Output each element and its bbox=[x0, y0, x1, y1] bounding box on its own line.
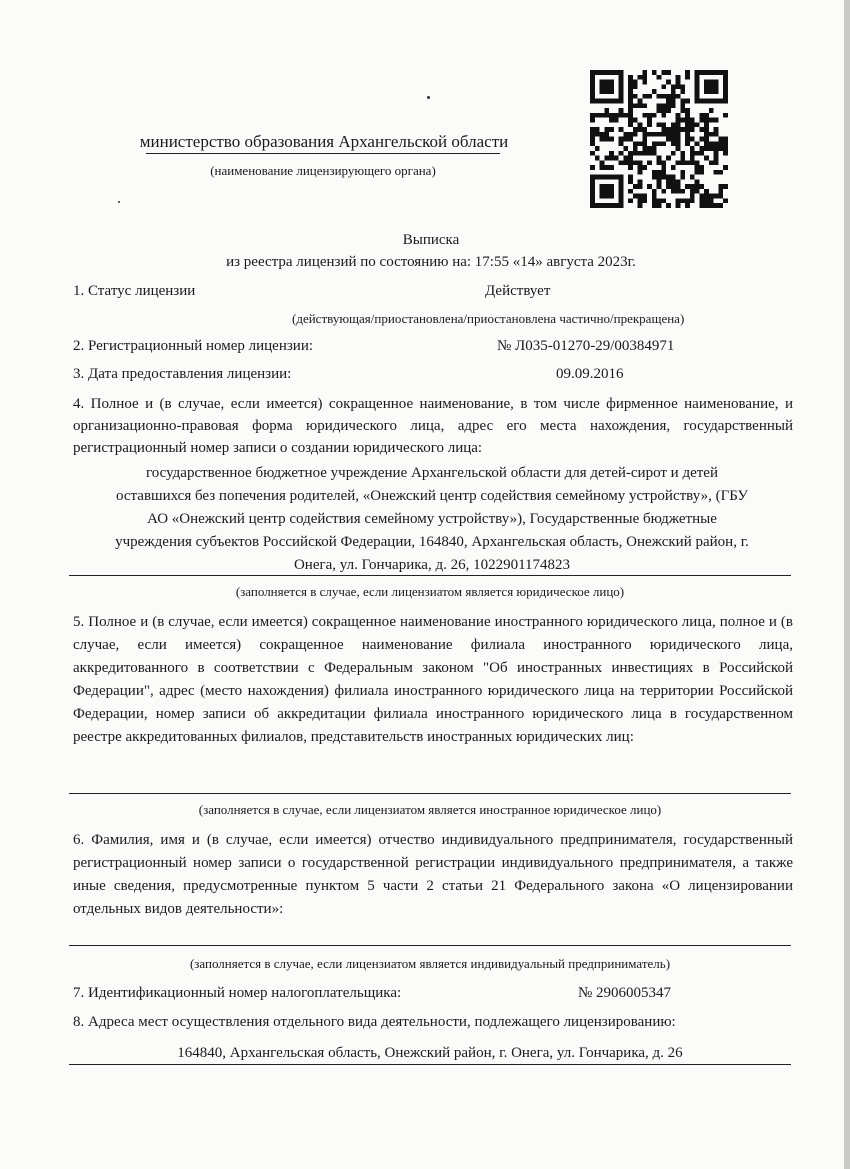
legal-entity-details bbox=[71, 462, 793, 577]
legal-entity-line: государственное бюджетное учреждение Архангельской области для детей-сирот и детей bbox=[146, 465, 718, 481]
legal-entity-caption: (заполняется в случае, если лицензиатом является юридическое лицо) bbox=[235, 584, 625, 599]
registration-number-label: 2. Регистрационный номер лицензии: bbox=[73, 338, 314, 354]
legal-entity-underline bbox=[69, 575, 791, 576]
license-status-caption: (действующая/приостановлена/приостановлена частично/прекращена) bbox=[292, 311, 685, 326]
legal-entity-section-text: 4. Полное и (в случае, если имеется) сокращенное наименование, в том числе фирменное наименование, и организационно-правовая форма юридического лица, адрес его места нахождения, государственный регистрационный номер записи о создании юридического лица: bbox=[73, 396, 793, 456]
document-subtitle: из реестра лицензий по состоянию на: 17:55 «14» августа 2023г. bbox=[226, 254, 636, 270]
inn-value: № 2906005347 bbox=[578, 985, 672, 1001]
entrepreneur-section-text: 6. Фамилия, имя и (в случае, если имеется) отчество индивидуального предпринимателя, государственный регистрационный номер записи о государственной регистрации индивидуального предпринимателя, а также иные сведения, предусмотренные пунктом 5 части 2 статьи 21 Федерального закона «О лицензировании отдельных видов деятельности»: bbox=[73, 832, 793, 917]
authority-caption: (наименование лицензирующего органа) bbox=[210, 163, 436, 178]
license-status-value: Действует bbox=[485, 283, 551, 299]
license-status-label: 1. Статус лицензии bbox=[73, 283, 196, 299]
legal-entity-line: оставшихся без попечения родителей, «Онежский центр содействия семейному устройству», (ГБУ bbox=[116, 488, 748, 504]
scan-edge bbox=[844, 0, 850, 1169]
activity-address-underline bbox=[69, 1064, 791, 1065]
authority-underline bbox=[146, 153, 500, 154]
authority-name: министерство образования Архангельской области bbox=[139, 132, 509, 151]
issue-date-value: 09.09.2016 bbox=[556, 366, 624, 382]
inn-label: 7. Идентификационный номер налогоплательщика: bbox=[73, 985, 402, 1001]
legal-entity-line: Онега, ул. Гончарика, д. 26, 1022901174823 bbox=[293, 557, 571, 573]
registration-number-value: № Л035-01270-29/00384971 bbox=[497, 338, 675, 354]
activity-address-label: 8. Адреса мест осуществления отдельного вида деятельности, подлежащего лицензированию: bbox=[73, 1014, 676, 1030]
entrepreneur-caption: (заполняется в случае, если лицензиатом является индивидуальный предприниматель) bbox=[189, 956, 671, 971]
scan-speck bbox=[427, 96, 430, 99]
issue-date-label: 3. Дата предоставления лицензии: bbox=[73, 366, 292, 382]
foreign-entity-caption: (заполняется в случае, если лицензиатом является иностранное юридическое лицо) bbox=[198, 802, 662, 817]
legal-entity-line: АО «Онежский центр содействия семейному устройству»), Государственные бюджетные bbox=[147, 511, 717, 527]
foreign-entity-underline bbox=[69, 793, 791, 794]
foreign-entity-section-text: 5. Полное и (в случае, если имеется) сокращенное наименование иностранного юридического лица, полное и (в случае, если имеется) сокращенное наименование филиала иностранного юридического лица, аккредитованного в соответствии с Федеральным законом "Об иностранных инвестициях в Российской Федерации", адрес (место нахождения) филиала иностранного юридического лица на территории Российской Федерации, номер записи об аккредитации филиала иностранного юридического лица в государственном реестре аккредитованных филиалов, представительств иностранных юридических лиц: bbox=[73, 614, 793, 745]
entrepreneur-underline bbox=[69, 945, 791, 946]
document-title: Выписка bbox=[402, 232, 460, 248]
activity-address-value: 164840, Архангельская область, Онежский район, г. Онега, ул. Гончарика, д. 26 bbox=[177, 1045, 683, 1061]
legal-entity-line: учреждения субъектов Российской Федерации, 164840, Архангельская область, Онежский район, г. bbox=[115, 534, 749, 550]
scan-speck bbox=[118, 201, 120, 203]
qr-code-icon bbox=[590, 70, 728, 208]
